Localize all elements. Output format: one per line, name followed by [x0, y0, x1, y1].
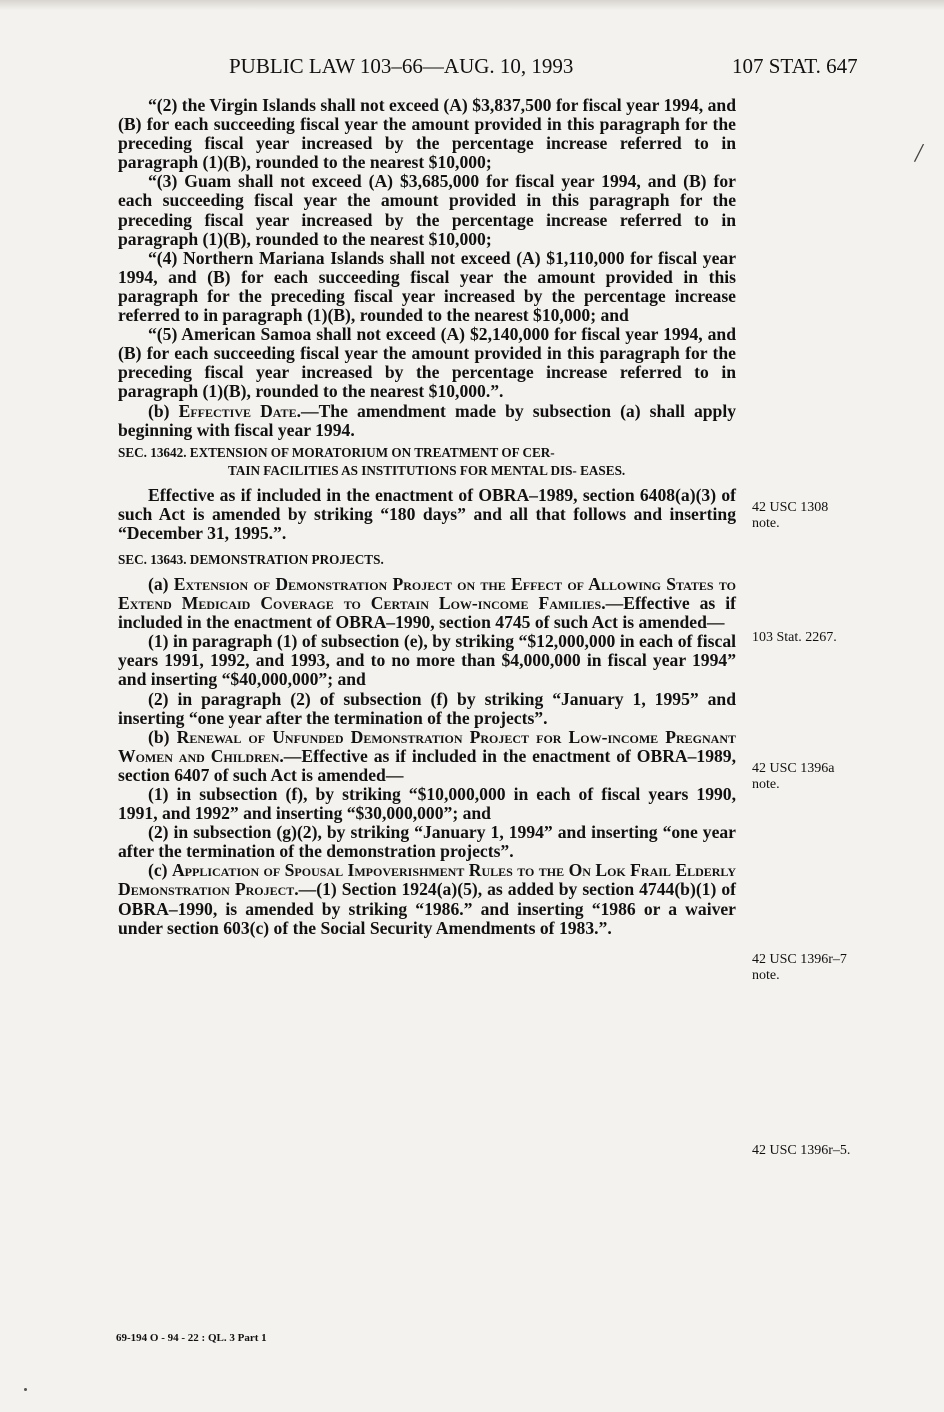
subsection-a-label: (a): [148, 573, 174, 594]
subsection-b2-heading: Renewal of Unfunded Demonstration Project for Low-income Pregnant Women and Children: [118, 726, 736, 766]
document-body: [118, 96, 736, 938]
margin-pen-mark: /: [912, 137, 925, 170]
subsection-c-heading: Application of Spousal Impoverishment Rules to the On Lok Frail Elderly Demonstration Project: [118, 860, 736, 900]
subsection-b2-para-1: (1) in subsection (f), by striking “$10,000,000 in each of fiscal years 1990, 1991, and 1992” and inserting “$30,000,000”; and: [118, 784, 736, 824]
margin-note-103stat2267: 103 Stat. 2267.: [752, 630, 837, 645]
subsection-c-text: .—(1) Section 1924(a)(5), as added by section 4744(b)(1) of OBRA–1990, is amended by striking “1986.” and inserting “1986 or a waiver under section 603(c) of the Social Security Amendments of 1983.”.: [118, 879, 736, 938]
paragraph-5: “(5) American Samoa shall not exceed (A) $2,140,000 for fiscal year 1994, and (B) for each succeeding fiscal year the amount provided in this paragraph for the preceding fiscal year increased by the percentage increase referred to in paragraph (1)(B), rounded to the nearest $10,000.”.: [118, 324, 736, 402]
margin-note-42usc1308: [752, 500, 932, 531]
subsection-b-heading: Effective Date: [178, 400, 297, 421]
margin-note-42usc1308-line2: note.: [752, 515, 780, 531]
subsection-b2: [118, 728, 736, 785]
paragraph-3: “(3) Guam shall not exceed (A) $3,685,000 for fiscal year 1994, and (B) for each succeeding fiscal year the amount provided in this paragraph for the preceding fiscal year increased by the percentage increase referred to in paragraph (1)(B), rounded to the nearest $10,000;: [118, 171, 736, 249]
header-stat-page: 107 STAT. 647: [732, 54, 858, 78]
section-13642-text: Effective as if included in the enactment of OBRA–1989, section 6408(a)(3) of such Act is amended by striking “180 days” and all that follows and inserting “December 31, 1995.”.: [118, 484, 736, 543]
section-13642-heading: [118, 444, 736, 480]
section-13642-heading-cont: TAIN FACILITIES AS INSTITUTIONS FOR MENTAL DIS- EASES.: [228, 462, 626, 478]
margin-note-42usc1396r5: 42 USC 1396r–5.: [752, 1143, 851, 1158]
subsection-a: [118, 575, 736, 632]
subsection-b2-text: .—Effective as if included in the enactment of OBRA–1989, section 6407 of such Act is amended—: [118, 745, 736, 785]
subsection-b-label: (b): [148, 400, 179, 421]
subsection-b2-label: (b): [148, 726, 177, 747]
subsection-b: [118, 402, 736, 440]
subsection-a-para-2: (2) in paragraph (2) of subsection (f) by striking “January 1, 1995” and inserting “one year after the termination of the projects”.: [118, 688, 736, 728]
scan-speck: [24, 1388, 27, 1391]
section-13643-heading: SEC. 13643. DEMONSTRATION PROJECTS.: [118, 551, 384, 567]
paragraph-4: “(4) Northern Mariana Islands shall not exceed (A) $1,110,000 for fiscal year 1994, and (B) for each succeeding fiscal year the amount provided in this paragraph for the preceding fiscal year increased by the percentage increase referred to in paragraph (1)(B), rounded to the nearest $10,000; and: [118, 247, 736, 326]
margin-note-42usc1396a: [752, 761, 932, 792]
page-header: [0, 54, 944, 84]
subsection-c-label: (c): [148, 860, 172, 881]
scan-edge: [0, 0, 944, 10]
margin-note-42usc1308-line1: 42 USC 1308: [752, 500, 829, 515]
margin-note-42usc1396a-line2: note.: [752, 776, 780, 792]
subsection-a-heading: Extension of Demonstration Project on the Effect of Allowing States to Extend Medicaid Coverage to Certain Low-income Families: [118, 573, 736, 614]
margin-note-42usc1396r7: [752, 952, 932, 983]
margin-note-42usc1396r7-line2: note.: [752, 967, 780, 983]
subsection-b2-para-2: (2) in subsection (g)(2), by striking “January 1, 1994” and inserting “one year after the termination of the demonstration projects”.: [118, 822, 736, 862]
header-title: PUBLIC LAW 103–66—AUG. 10, 1993: [229, 54, 574, 78]
subsection-a-text: .—Effective as if included in the enactment of OBRA–1990, section 4745 of such Act is amended—: [118, 593, 737, 633]
margin-note-42usc1396r7-line1: 42 USC 1396r–7: [752, 952, 847, 967]
section-13642-heading-line1: SEC. 13642. EXTENSION OF MORATORIUM ON TREATMENT OF CER-: [118, 444, 555, 460]
subsection-b-text: .—The amendment made by subsection (a) shall apply beginning with fiscal year 1994.: [118, 400, 736, 440]
paragraph-2: “(2) the Virgin Islands shall not exceed (A) $3,837,500 for fiscal year 1994, and (B) for each succeeding fiscal year the amount provided in this paragraph for the preceding fiscal year increased by the percentage increase referred to in paragraph (1)(B), rounded to the nearest $10,000;: [118, 95, 736, 173]
page-footer: 69-194 O - 94 - 22 : QL. 3 Part 1: [116, 1332, 267, 1344]
subsection-c: [118, 861, 736, 937]
subsection-a-para-1: (1) in paragraph (1) of subsection (e), by striking “$12,000,000 in each of fiscal years 1991, 1992, and 1993, and to no more than $4,000,000 in fiscal year 1994” and inserting “$40,000,000”; and: [118, 631, 736, 690]
margin-note-42usc1396a-line1: 42 USC 1396a: [752, 761, 835, 776]
